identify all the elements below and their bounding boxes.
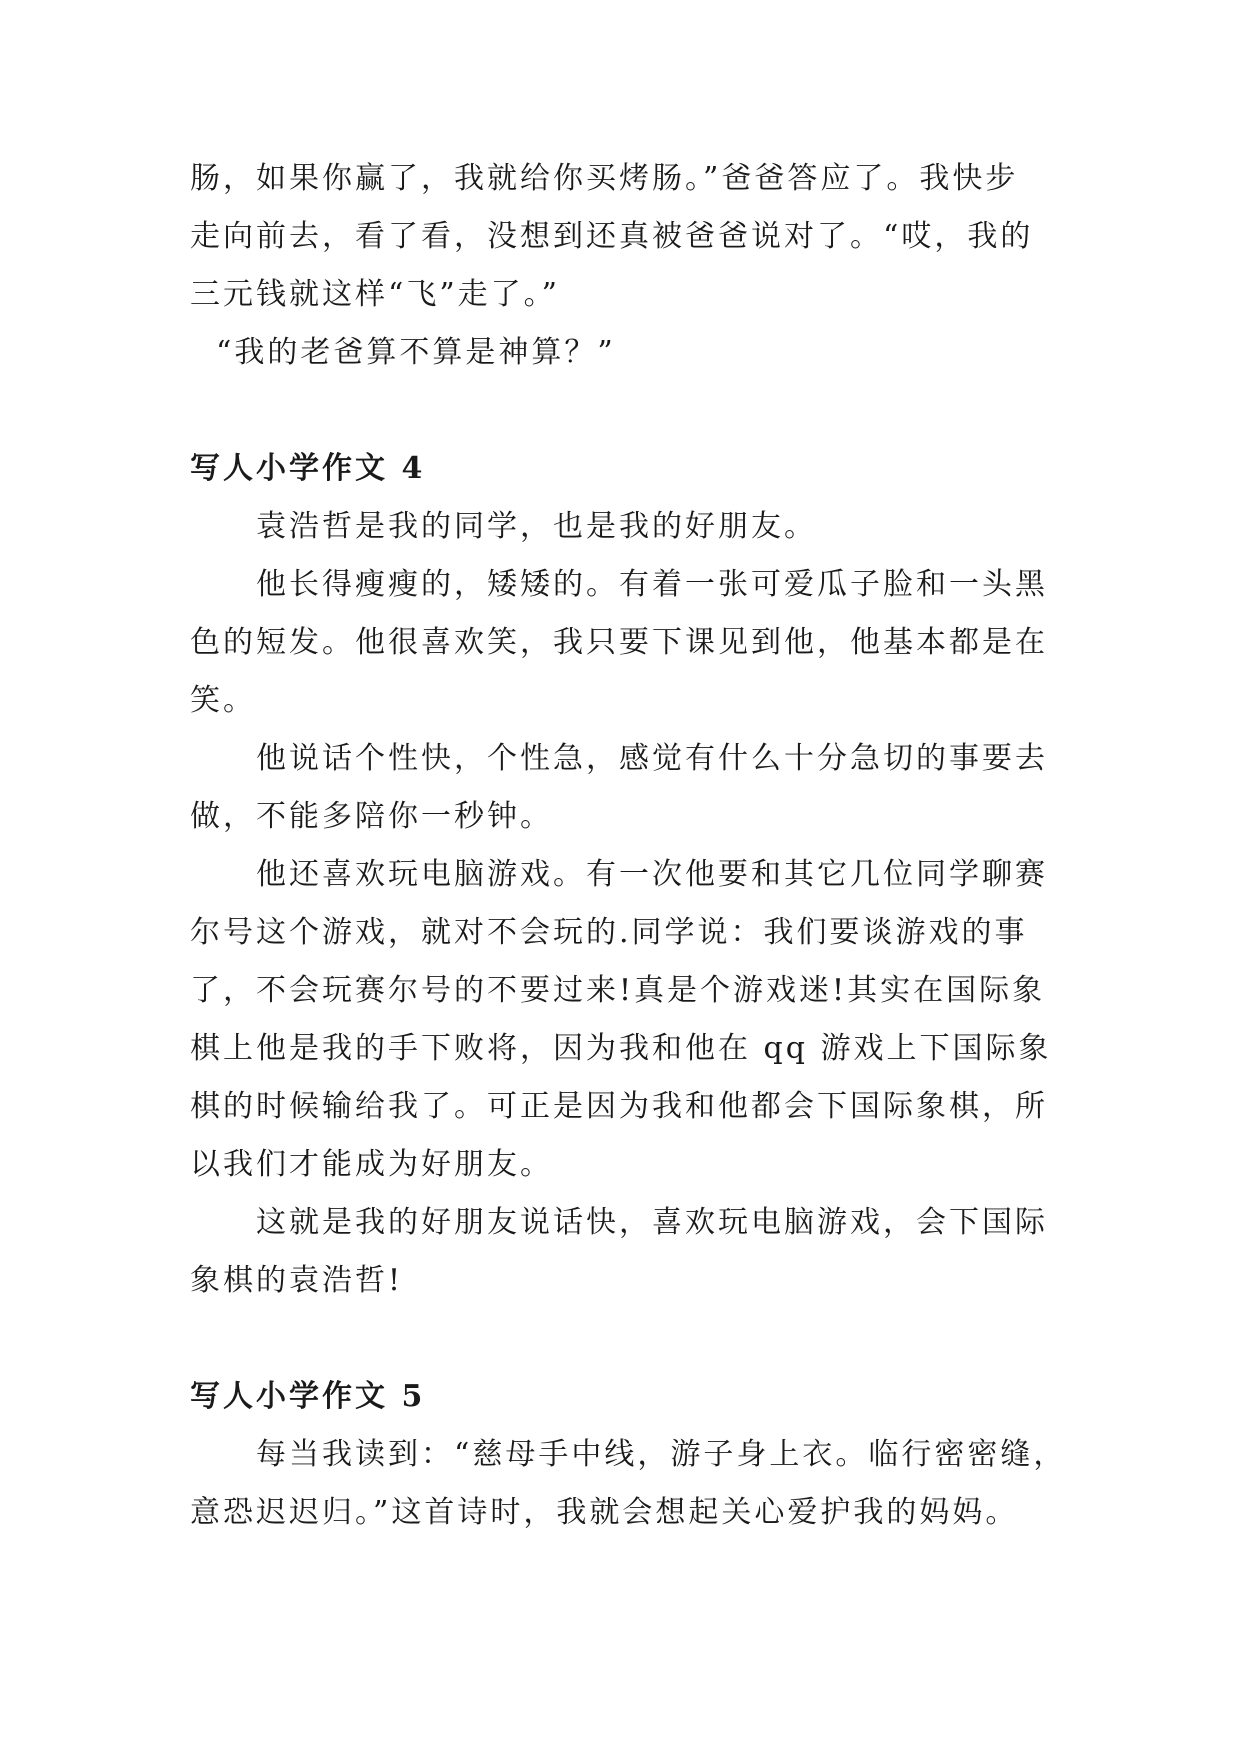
paragraph-line: 了，不会玩赛尔号的不要过来!真是个游戏迷!其实在国际象	[190, 973, 1046, 1008]
paragraph-line: 象棋的袁浩哲!	[190, 1263, 404, 1298]
paragraph-line: 尔号这个游戏，就对不会玩的.同学说：我们要谈游戏的事	[190, 915, 1028, 950]
paragraph-line: 做，不能多陪你一秒钟。	[190, 799, 553, 834]
section-title: 写人小学作文 4	[190, 451, 426, 486]
paragraph-line: 他说话个性快，个性急，感觉有什么十分急切的事要去	[256, 741, 1048, 776]
paragraph-line: 走向前去，看了看，没想到还真被爸爸说对了。“哎，我的	[190, 219, 1034, 254]
paragraph-line: 色的短发。他很喜欢笑，我只要下课见到他，他基本都是在	[190, 625, 1048, 660]
paragraph-line: 他长得瘦瘦的，矮矮的。有着一张可爱瓜子脸和一头黑	[256, 567, 1048, 602]
section-gap	[190, 1310, 1060, 1368]
paragraph-line: 袁浩哲是我的同学，也是我的好朋友。	[256, 509, 817, 544]
paragraph-line: 肠，如果你赢了，我就给你买烤肠。”爸爸答应了。我快步	[190, 161, 1019, 196]
section-gap	[190, 382, 1060, 440]
paragraph-line: 笑。	[190, 683, 256, 718]
section-title: 写人小学作文 5	[190, 1379, 426, 1414]
paragraph-line: 意恐迟迟归。”这首诗时，我就会想起关心爱护我的妈妈。	[190, 1495, 1019, 1530]
paragraph-line: 棋上他是我的手下败将，因为我和他在 qq 游戏上下国际象	[190, 1031, 1052, 1066]
paragraph-line: 每当我读到：“慈母手中线，游子身上衣。临行密密缝，	[256, 1437, 1067, 1472]
document-page	[190, 150, 1067, 1542]
paragraph-line: 这就是我的好朋友说话快，喜欢玩电脑游戏，会下国际	[256, 1205, 1048, 1240]
paragraph-line: 他还喜欢玩电脑游戏。有一次他要和其它几位同学聊赛	[256, 857, 1048, 892]
paragraph-line: “我的老爸算不算是神算？”	[216, 335, 616, 370]
paragraph-line: 三元钱就这样“飞”走了。”	[190, 277, 561, 312]
paragraph-line: 以我们才能成为好朋友。	[190, 1147, 553, 1182]
paragraph-line: 棋的时候输给我了。可正是因为我和他都会下国际象棋，所	[190, 1089, 1048, 1124]
